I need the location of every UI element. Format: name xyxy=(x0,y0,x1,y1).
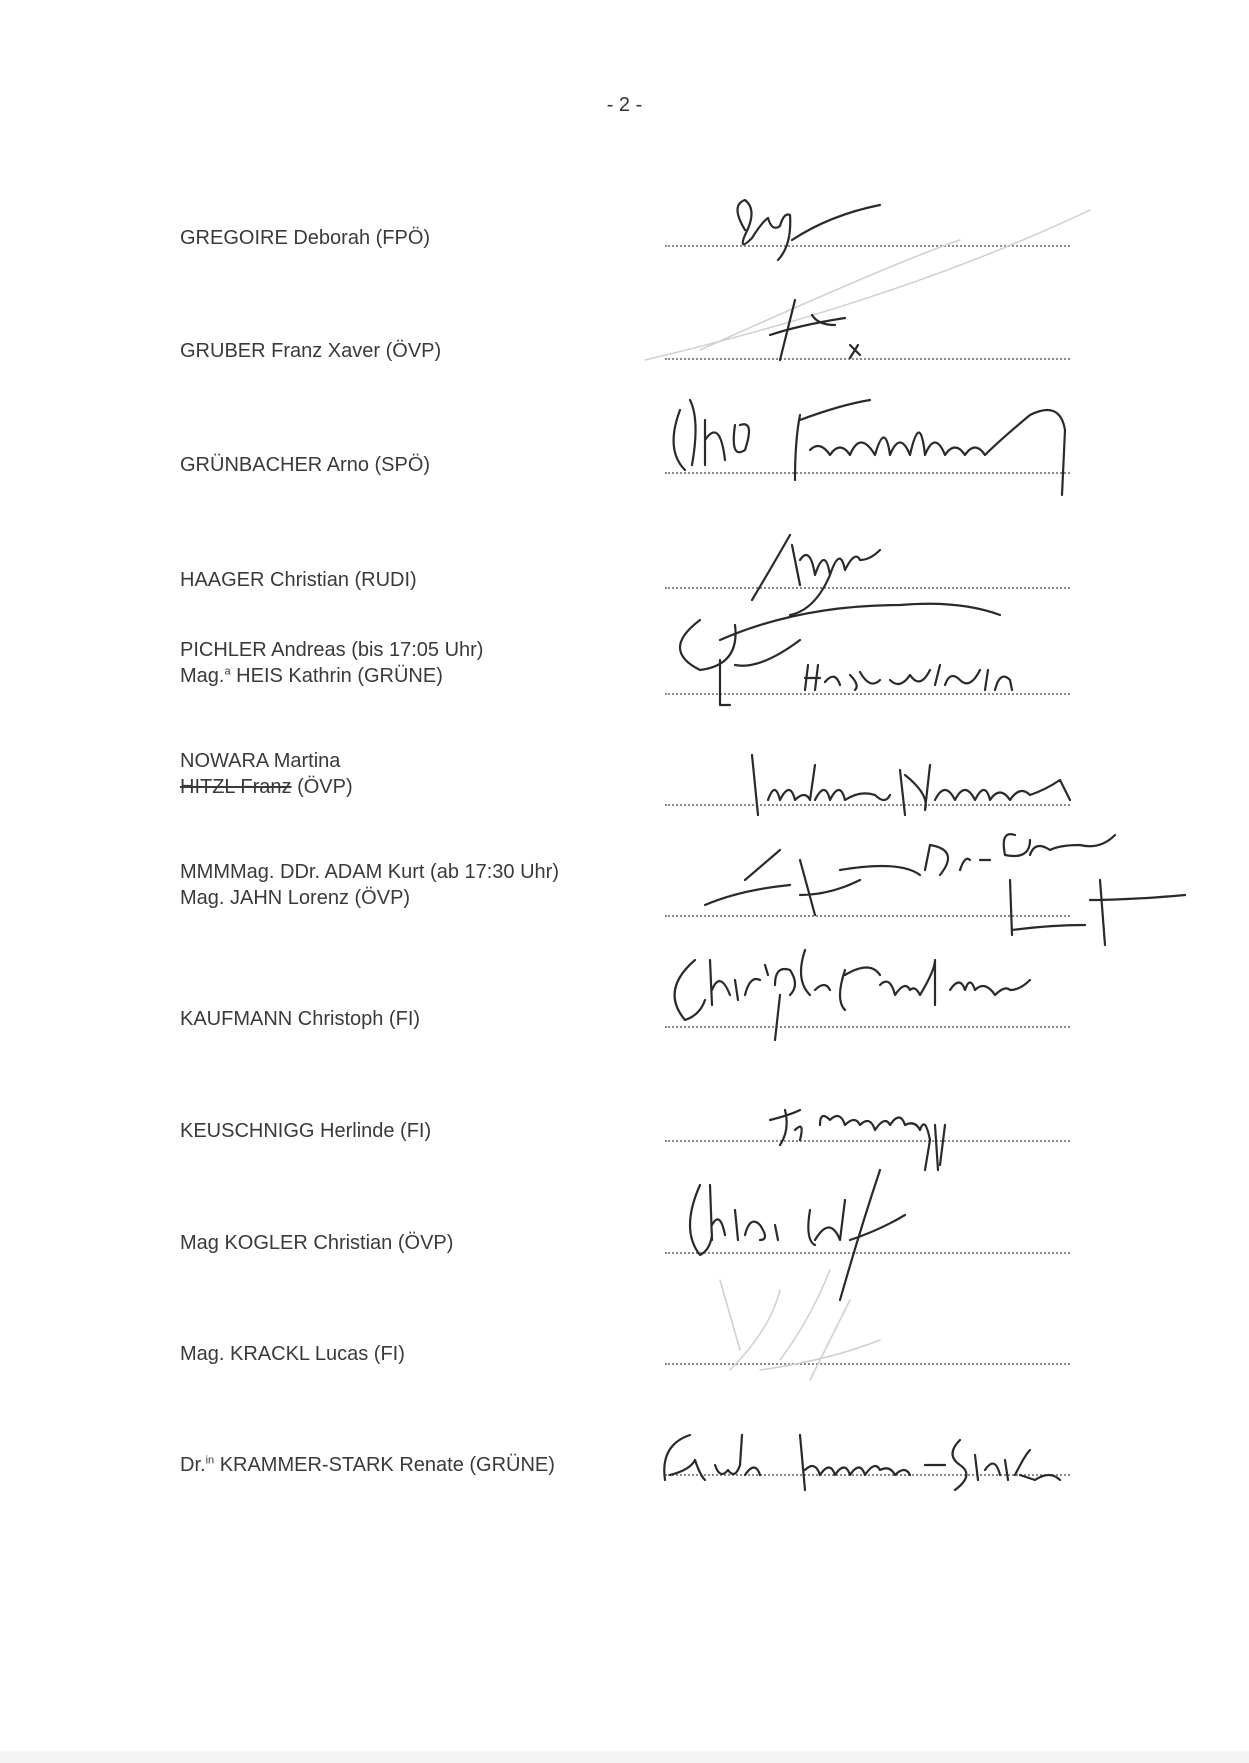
member-name xyxy=(180,1230,660,1256)
page-number: - 2 - xyxy=(606,94,643,116)
faint-stroke xyxy=(700,240,960,350)
signature-dotted-line xyxy=(665,1252,1070,1254)
signature-dotted-line xyxy=(665,358,1070,360)
title-prefix: Dr. xyxy=(180,1454,206,1476)
name-line: HAAGER Christian (RUDI) xyxy=(180,569,417,591)
signature-dotted-line xyxy=(665,245,1070,247)
signature-dotted-line xyxy=(665,1140,1070,1142)
signature-dotted-line xyxy=(665,472,1070,474)
signature-dotted-line xyxy=(665,1026,1070,1028)
name-line: Mag KOGLER Christian (ÖVP) xyxy=(180,1232,454,1254)
name-line xyxy=(180,1452,660,1478)
nowara-signature xyxy=(752,755,1070,815)
krammer-stark-signature xyxy=(664,1435,1060,1490)
party-label: (ÖVP) xyxy=(297,776,353,798)
member-name xyxy=(180,567,660,593)
member-name xyxy=(180,1118,660,1144)
name-line: Mag. JAHN Lorenz (ÖVP) xyxy=(180,887,411,909)
pichler-heis-signature xyxy=(680,604,1012,705)
signature-dotted-line xyxy=(665,804,1070,806)
kogler-signature xyxy=(690,1170,905,1300)
name-line: Mag. KRACKL Lucas (FI) xyxy=(180,1343,405,1365)
member-name xyxy=(180,637,660,689)
name-text: KRAMMER-STARK Renate (GRÜNE) xyxy=(219,1454,555,1476)
struck-name: HITZL Franz xyxy=(180,776,292,798)
name-line: NOWARA Martina xyxy=(180,750,341,772)
member-name xyxy=(180,1452,660,1478)
name-line: GRÜNBACHER Arno (SPÖ) xyxy=(180,454,431,476)
name-text: HEIS Kathrin (GRÜNE) xyxy=(236,665,443,687)
name-line: PICHLER Andreas (bis 17:05 Uhr) xyxy=(180,639,484,661)
title-prefix: Mag. xyxy=(180,665,225,687)
name-line xyxy=(180,774,660,800)
member-name xyxy=(180,452,660,478)
gruenbacher-signature xyxy=(674,400,1065,495)
member-name xyxy=(180,859,660,911)
member-name xyxy=(180,1341,660,1367)
signature-dotted-line xyxy=(665,1363,1070,1365)
name-line: GRUBER Franz Xaver (ÖVP) xyxy=(180,340,442,362)
title-superscript: in xyxy=(205,1454,215,1467)
adam-jahn-signature xyxy=(705,834,1185,945)
gregoire-signature xyxy=(738,200,881,260)
signature-dotted-line xyxy=(665,915,1070,917)
faint-stroke xyxy=(645,210,1090,360)
member-name xyxy=(180,338,660,364)
member-name xyxy=(180,1006,660,1032)
signature-dotted-line xyxy=(665,693,1070,695)
title-superscript: a xyxy=(224,665,231,678)
member-name xyxy=(180,225,660,251)
page-bottom-edge xyxy=(0,1751,1249,1763)
gruber-signature xyxy=(770,300,860,360)
name-line: KEUSCHNIGG Herlinde (FI) xyxy=(180,1120,432,1142)
member-name xyxy=(180,748,660,800)
name-line: GREGOIRE Deborah (FPÖ) xyxy=(180,227,431,249)
name-line xyxy=(180,663,660,689)
signature-dotted-line xyxy=(665,1474,1070,1476)
haager-signature xyxy=(752,535,880,615)
name-line: KAUFMANN Christoph (FI) xyxy=(180,1008,421,1030)
name-line: MMMMag. DDr. ADAM Kurt (ab 17:30 Uhr) xyxy=(180,861,559,883)
signature-dotted-line xyxy=(665,587,1070,589)
